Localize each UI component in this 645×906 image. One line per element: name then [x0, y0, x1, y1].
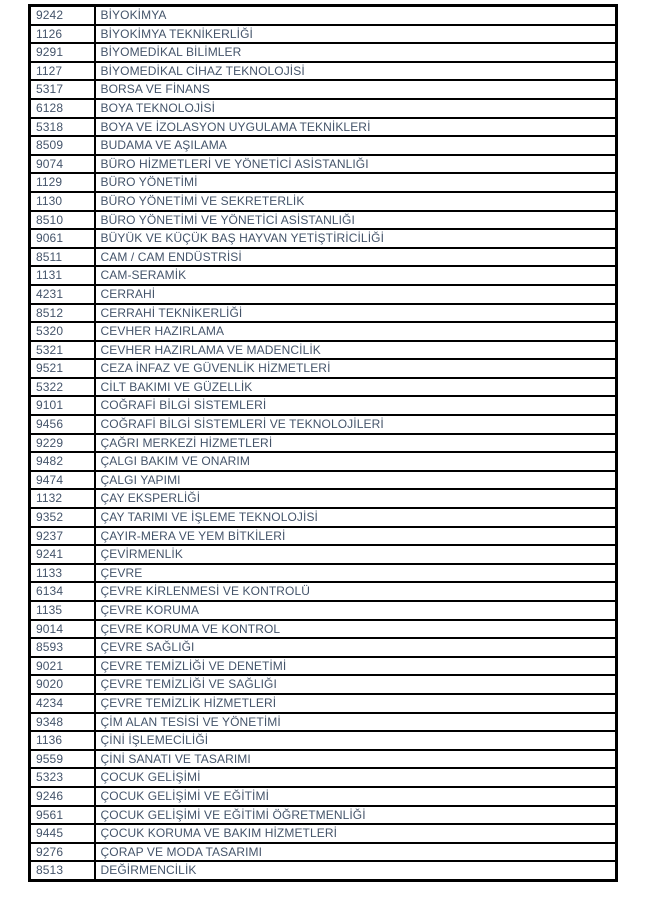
code-cell: 1135 [30, 601, 95, 620]
code-cell: 9246 [30, 787, 95, 806]
code-cell: 5322 [30, 378, 95, 397]
table-row [30, 471, 617, 490]
name-cell: ÇOCUK GELİŞİMİ [95, 768, 617, 787]
name-cell: ÇAY EKSPERLİĞİ [95, 489, 617, 508]
name-cell: ÇOCUK GELİŞİMİ VE EĞİTİMİ ÖĞRETMENLİĞİ [95, 806, 617, 825]
table-row [30, 43, 617, 62]
name-cell: CERRAHİ [95, 285, 617, 304]
name-cell: COĞRAFİ BİLGİ SİSTEMLERİ [95, 396, 617, 415]
table-row [30, 359, 617, 378]
code-cell: 5320 [30, 322, 95, 341]
code-cell: 9101 [30, 396, 95, 415]
code-cell: 1133 [30, 564, 95, 583]
table-row [30, 527, 617, 546]
code-cell: 9352 [30, 508, 95, 527]
name-cell: CEZA İNFAZ VE GÜVENLİK HİZMETLERİ [95, 359, 617, 378]
table-row [30, 434, 617, 453]
name-cell: BÜRO HİZMETLERİ VE YÖNETİCİ ASİSTANLIĞI [95, 155, 617, 174]
table-body [30, 6, 617, 881]
name-cell: ÇİNİ İŞLEMECİLİĞİ [95, 731, 617, 750]
table-row [30, 396, 617, 415]
code-cell: 6128 [30, 99, 95, 118]
table-row [30, 824, 617, 843]
name-cell: CAM / CAM ENDÜSTRİSİ [95, 248, 617, 267]
table-row [30, 452, 617, 471]
name-cell: DEĞİRMENCİLİK [95, 861, 617, 880]
name-cell: ÇEVRE TEMİZLİĞİ VE DENETİMİ [95, 657, 617, 676]
code-cell: 9237 [30, 527, 95, 546]
code-cell: 9276 [30, 843, 95, 862]
code-cell: 8511 [30, 248, 95, 267]
table-row [30, 62, 617, 81]
name-cell: CİLT BAKIMI VE GÜZELLİK [95, 378, 617, 397]
code-cell: 1130 [30, 192, 95, 211]
table-row [30, 806, 617, 825]
code-cell: 9021 [30, 657, 95, 676]
name-cell: BİYOMEDİKAL CİHAZ TEKNOLOJİSİ [95, 62, 617, 81]
table-row [30, 118, 617, 137]
code-cell: 9291 [30, 43, 95, 62]
name-cell: COĞRAFİ BİLGİ SİSTEMLERİ VE TEKNOLOJİLERİ [95, 415, 617, 434]
table-row [30, 99, 617, 118]
table-row [30, 843, 617, 862]
code-cell: 9020 [30, 675, 95, 694]
table-row [30, 787, 617, 806]
code-cell: 5317 [30, 80, 95, 99]
name-cell: CEVHER HAZIRLAMA VE MADENCİLİK [95, 341, 617, 360]
name-cell: BOYA VE İZOLASYON UYGULAMA TEKNİKLERİ [95, 118, 617, 137]
table-row [30, 192, 617, 211]
table-row [30, 6, 617, 25]
name-cell: ÇEVRE KORUMA VE KONTROL [95, 620, 617, 639]
table-row [30, 713, 617, 732]
table-row [30, 731, 617, 750]
name-cell: ÇOCUK GELİŞİMİ VE EĞİTİMİ [95, 787, 617, 806]
code-cell: 9521 [30, 359, 95, 378]
code-cell: 9229 [30, 434, 95, 453]
table-row [30, 620, 617, 639]
code-cell: 9445 [30, 824, 95, 843]
name-cell: ÇALGI YAPIMI [95, 471, 617, 490]
table-row [30, 861, 617, 880]
name-cell: ÇALGI BAKIM VE ONARIM [95, 452, 617, 471]
name-cell: BORSA VE FİNANS [95, 80, 617, 99]
code-cell: 9456 [30, 415, 95, 434]
table-row [30, 341, 617, 360]
code-cell: 9061 [30, 229, 95, 248]
name-cell: CAM-SERAMİK [95, 266, 617, 285]
table-row [30, 694, 617, 713]
code-cell: 9482 [30, 452, 95, 471]
name-cell: ÇEVRE TEMİZLİK HİZMETLERİ [95, 694, 617, 713]
table-row [30, 322, 617, 341]
code-cell: 9014 [30, 620, 95, 639]
code-cell: 1132 [30, 489, 95, 508]
table-row [30, 601, 617, 620]
name-cell: ÇEVRE KİRLENMESİ VE KONTROLÜ [95, 582, 617, 601]
name-cell: BİYOKİMYA [95, 6, 617, 25]
name-cell: ÇEVRE [95, 564, 617, 583]
name-cell: BOYA TEKNOLOJİSİ [95, 99, 617, 118]
code-cell: 1129 [30, 173, 95, 192]
table-row [30, 25, 617, 44]
name-cell: ÇAĞRI MERKEZİ HİZMETLERİ [95, 434, 617, 453]
name-cell: BİYOMEDİKAL BİLİMLER [95, 43, 617, 62]
code-cell: 9561 [30, 806, 95, 825]
code-cell: 9559 [30, 750, 95, 769]
table-row [30, 229, 617, 248]
name-cell: BİYOKİMYA TEKNİKERLİĞİ [95, 25, 617, 44]
name-cell: ÇİNİ SANATI VE TASARIMI [95, 750, 617, 769]
name-cell: BÜYÜK VE KÜÇÜK BAŞ HAYVAN YETİŞTİRİCİLİĞİ [95, 229, 617, 248]
code-cell: 4234 [30, 694, 95, 713]
code-cell: 9242 [30, 6, 95, 25]
code-cell: 1131 [30, 266, 95, 285]
name-cell: ÇEVRE TEMİZLİĞİ VE SAĞLIĞI [95, 675, 617, 694]
code-cell: 6134 [30, 582, 95, 601]
table-row [30, 675, 617, 694]
code-cell: 8510 [30, 211, 95, 230]
code-cell: 8509 [30, 136, 95, 155]
table-row [30, 489, 617, 508]
table-row [30, 80, 617, 99]
name-cell: BÜRO YÖNETİMİ VE YÖNETİCİ ASİSTANLIĞI [95, 211, 617, 230]
code-cell: 9348 [30, 713, 95, 732]
code-cell: 1127 [30, 62, 95, 81]
name-cell: ÇORAP VE MODA TASARIMI [95, 843, 617, 862]
table-row [30, 638, 617, 657]
table-row [30, 768, 617, 787]
code-cell: 5321 [30, 341, 95, 360]
code-cell: 5323 [30, 768, 95, 787]
table-row [30, 155, 617, 174]
table-row [30, 173, 617, 192]
table-row [30, 136, 617, 155]
name-cell: ÇOCUK KORUMA VE BAKIM HİZMETLERİ [95, 824, 617, 843]
name-cell: CEVHER HAZIRLAMA [95, 322, 617, 341]
name-cell: BÜRO YÖNETİMİ [95, 173, 617, 192]
program-code-table [28, 4, 618, 882]
table-row [30, 378, 617, 397]
table-row [30, 657, 617, 676]
table-row [30, 266, 617, 285]
name-cell: ÇEVRE KORUMA [95, 601, 617, 620]
table-row [30, 750, 617, 769]
table-row [30, 285, 617, 304]
code-cell: 8593 [30, 638, 95, 657]
name-cell: ÇAY TARIMI VE İŞLEME TEKNOLOJİSİ [95, 508, 617, 527]
code-cell: 5318 [30, 118, 95, 137]
table-row [30, 415, 617, 434]
code-cell: 1136 [30, 731, 95, 750]
table-row [30, 304, 617, 323]
code-cell: 8512 [30, 304, 95, 323]
name-cell: ÇAYIR-MERA VE YEM BİTKİLERİ [95, 527, 617, 546]
name-cell: BÜRO YÖNETİMİ VE SEKRETERLİK [95, 192, 617, 211]
table-row [30, 545, 617, 564]
name-cell: ÇİM ALAN TESİSİ VE YÖNETİMİ [95, 713, 617, 732]
name-cell: CERRAHİ TEKNİKERLİĞİ [95, 304, 617, 323]
table-row [30, 582, 617, 601]
table-row [30, 248, 617, 267]
name-cell: ÇEVRE SAĞLIĞI [95, 638, 617, 657]
table-row [30, 211, 617, 230]
code-cell: 9474 [30, 471, 95, 490]
name-cell: ÇEVİRMENLİK [95, 545, 617, 564]
code-cell: 9074 [30, 155, 95, 174]
table-row [30, 564, 617, 583]
code-cell: 4231 [30, 285, 95, 304]
table-row [30, 508, 617, 527]
code-cell: 8513 [30, 861, 95, 880]
code-cell: 9241 [30, 545, 95, 564]
code-cell: 1126 [30, 25, 95, 44]
name-cell: BUDAMA VE AŞILAMA [95, 136, 617, 155]
